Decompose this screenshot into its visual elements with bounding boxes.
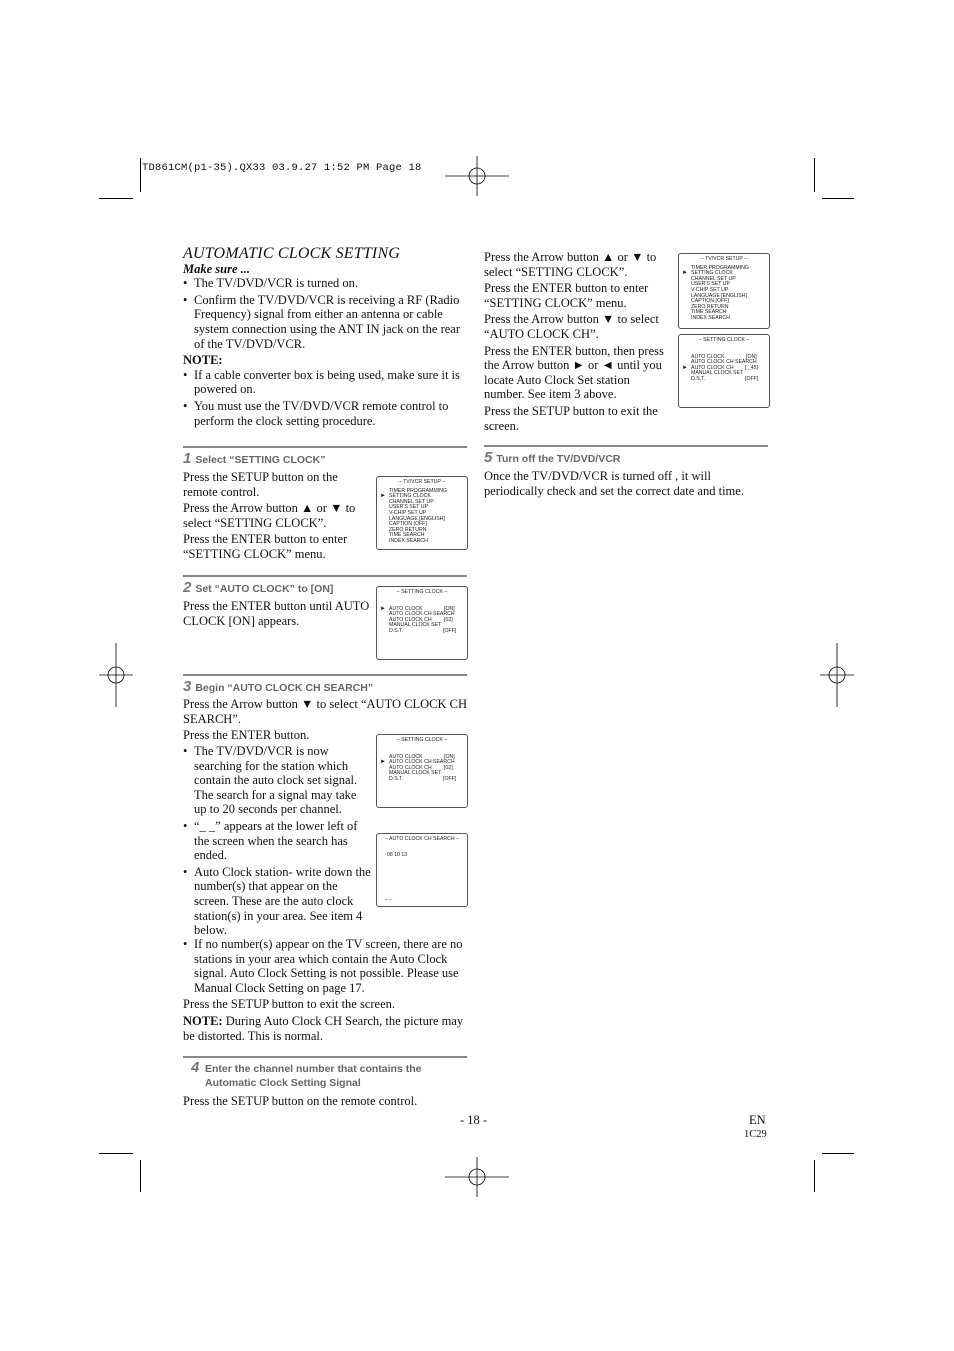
registration-mark-right — [820, 643, 854, 707]
step-title: Enter the channel number that contains the — [205, 1063, 422, 1075]
menu-item: AUTO CLOCK [ON] — [389, 753, 455, 760]
cursor-arrow-icon: ► — [682, 364, 688, 371]
step-number: 2 — [183, 579, 192, 596]
note-item: • If a cable converter box is being used, make sure it is powered on. — [183, 368, 468, 397]
step-number: 1 — [183, 450, 192, 467]
paragraph: Once the TV/DVD/VCR is turned off , it will periodically check and set the correct date and time. — [484, 469, 744, 498]
page-number: - 18 - — [460, 1113, 488, 1127]
menu-item: INDEX SEARCH — [389, 537, 428, 544]
step-title: Select “SETTING CLOCK” — [195, 454, 326, 466]
screen-title: – TV/VCR SETUP – — [700, 256, 748, 262]
make-sure-item: • The TV/DVD/VCR is turned on. — [183, 276, 468, 291]
left-column-intro — [183, 247, 468, 430]
cursor-arrow-icon: ► — [380, 605, 386, 612]
right-column-steps — [484, 250, 672, 435]
make-sure-item: • Confirm the TV/DVD/VCR is receiving a RF (Radio Frequency) signal from either an antenna or cable system connection using the ANT IN jack on the rear of the TV/DVD/VCR. — [183, 293, 468, 351]
menu-item: CHANNEL SET UP — [691, 275, 736, 282]
menu-item: TIME SEARCH — [691, 309, 727, 316]
menu-item: USER'S SET UP — [389, 504, 428, 511]
menu-item: D.S.T. [OFF] — [389, 627, 457, 634]
tv-screen-setup-menu-right — [678, 253, 770, 329]
menu-item: LANGUAGE [ENGLISH] — [389, 515, 445, 522]
setting-value: [ON] — [444, 753, 455, 760]
paragraph: Press the Arrow button ▲ or ▼ to select “SETTING CLOCK”. — [484, 250, 657, 279]
note-paragraph: NOTE: During Auto Clock CH Search, the picture may be distorted. This is normal. — [183, 1013, 464, 1043]
language-tag: EN — [749, 1113, 766, 1127]
make-sure-heading: Make sure ... — [183, 261, 251, 276]
search-ended-indicator: _ _ — [385, 895, 393, 902]
paragraph: Press the SETUP button to exit the screen. — [183, 997, 396, 1012]
cursor-arrow-icon: ► — [380, 759, 386, 766]
screen-title: – TV/VCR SETUP – — [398, 479, 446, 485]
setting-value: [ON] — [444, 605, 455, 612]
note-item: • You must use the TV/DVD/VCR remote control to perform the clock setting procedure. — [183, 399, 468, 428]
menu-item: CAPTION [OFF] — [389, 521, 427, 528]
file-slug: TD861CM(p1-35).QX33 03.9.27 1:52 PM Page 18 — [142, 162, 422, 174]
bullet-item: • The TV/DVD/VCR is now searching for the station which contain the auto clock set signal. The search for a signal may take up to 20 seconds per channel. — [183, 744, 371, 817]
setting-value: [02] — [444, 616, 453, 623]
tv-screen-setting-clock-auto-on — [376, 586, 468, 660]
menu-item: INDEX SEARCH — [691, 314, 730, 321]
paragraph: Press the ENTER button to enter “SETTING CLOCK” menu. — [183, 532, 348, 561]
menu-item: AUTO CLOCK CH [02] — [389, 616, 453, 623]
tv-screen-auto-clock-ch-search — [376, 833, 468, 907]
menu-item: ZERO RETURN — [691, 303, 729, 310]
step-3-bullets-narrow — [183, 744, 371, 940]
menu-item: AUTO CLOCK [ON] — [691, 353, 757, 360]
bullet-item: • Auto Clock station- write down the number(s) that appear on the screen. These are the auto clock station(s) in your area. See item 4 below. — [183, 865, 371, 938]
cursor-arrow-icon: ► — [380, 493, 386, 500]
registration-mark-left — [99, 643, 133, 707]
step-3-body-bottom — [183, 937, 467, 1045]
menu-item: AUTO CLOCK CH [02] — [389, 764, 453, 771]
menu-item-selected: ► AUTO CLOCK [ON] — [380, 605, 455, 612]
note-heading: NOTE: — [183, 353, 223, 368]
menu-item-selected: ► SETTING CLOCK — [380, 493, 431, 500]
menu-item: AUTO CLOCK CH SEARCH — [691, 359, 757, 366]
step-number: 4 — [191, 1059, 200, 1076]
menu-item: AUTO CLOCK CH SEARCH — [389, 611, 455, 618]
menu-item: V-CHIP SET UP — [691, 286, 729, 293]
menu-item: TIMER PROGRAMMING — [691, 264, 749, 271]
menu-item-selected: ► SETTING CLOCK — [682, 270, 733, 277]
paragraph: Press the SETUP button on the remote control. — [183, 470, 338, 499]
menu-item: D.S.T. [OFF] — [389, 775, 457, 782]
setting-value: [OFF] — [745, 375, 759, 382]
registration-mark-top — [445, 156, 509, 196]
menu-item: TIME SEARCH — [389, 532, 425, 539]
registration-mark-bottom — [445, 1157, 509, 1197]
setting-value: [ON] — [746, 353, 757, 360]
step-4-body — [183, 1094, 467, 1111]
menu-item: CHANNEL SET UP — [389, 498, 434, 505]
screen-title: – SETTING CLOCK – — [396, 589, 448, 595]
menu-item: D.S.T. [OFF] — [691, 375, 759, 382]
paragraph: Press the Arrow button ▼ to select “AUTO CLOCK CH SEARCH”. — [183, 697, 467, 726]
menu-item: TIMER PROGRAMMING — [389, 487, 447, 494]
screen-title: – AUTO CLOCK CH SEARCH – — [385, 836, 459, 842]
screen-title: – SETTING CLOCK – — [698, 337, 750, 343]
tv-screen-setting-clock-search — [376, 734, 468, 808]
menu-item: MANUAL CLOCK SET — [691, 370, 744, 377]
paragraph: Press the Arrow button ▼ to select “AUTO CLOCK CH”. — [484, 312, 659, 341]
paragraph: Press the ENTER button until AUTO CLOCK [ON] appears. — [183, 599, 370, 628]
menu-item: USER'S SET UP — [691, 281, 730, 288]
step-2-body — [183, 599, 373, 630]
cursor-arrow-icon: ► — [682, 270, 688, 277]
paragraph: Press the ENTER button. — [183, 728, 310, 743]
paragraph: Press the SETUP button to exit the screen. — [484, 403, 658, 433]
menu-item: LANGUAGE [ENGLISH] — [691, 292, 747, 299]
setting-value: [OFF] — [443, 627, 457, 634]
menu-item-selected: ► AUTO CLOCK CH SEARCH — [380, 759, 455, 766]
setting-value: [02] — [444, 764, 453, 771]
step-5 — [484, 445, 768, 466]
menu-item: ZERO RETURN — [389, 526, 427, 533]
menu-item: MANUAL CLOCK SET — [389, 770, 442, 777]
paragraph: Press the ENTER button, then press the Arrow button ► or ◄ until you locate Auto Clock Set station number. See item 3 above. — [484, 343, 664, 402]
bullet-item: • If no number(s) appear on the TV screen, there are no stations in your area which contain the Auto Clock signal. Auto Clock Setting is not possible. Please use Manual Clock Setting on page 17. — [183, 937, 467, 995]
setting-value: [OFF] — [443, 775, 457, 782]
step-1 — [183, 446, 467, 467]
step-3 — [183, 674, 467, 695]
page-title: AUTOMATIC CLOCK SETTING — [183, 245, 401, 262]
step-title: Turn off the TV/DVD/VCR — [496, 453, 621, 465]
paragraph: Press the Arrow button ▲ or ▼ to select “SETTING CLOCK”. — [183, 501, 356, 530]
paragraph: Press the ENTER button to enter “SETTING CLOCK” menu. — [484, 281, 649, 310]
step-number: 5 — [484, 449, 493, 466]
step-number: 3 — [183, 678, 192, 695]
found-channels: 08 10 13 — [387, 851, 408, 858]
menu-item-selected: ► AUTO CLOCK CH [ _45] — [682, 364, 758, 371]
tv-screen-setup-menu — [376, 476, 468, 550]
step-1-body — [183, 470, 373, 564]
menu-item: V-CHIP SET UP — [389, 509, 427, 516]
screen-title: – SETTING CLOCK – — [396, 737, 448, 743]
step-title-line2: Automatic Clock Setting Signal — [205, 1077, 361, 1089]
tv-screen-setting-clock-ch — [678, 334, 770, 408]
setting-value: [ _45] — [745, 364, 758, 371]
step-title: Begin “AUTO CLOCK CH SEARCH” — [195, 682, 374, 694]
step-5-body — [484, 469, 770, 500]
step-4 — [183, 1056, 467, 1090]
bullet-item: • “_ _” appears at the lower left of the screen when the search has ended. — [183, 819, 371, 863]
menu-item: MANUAL CLOCK SET — [389, 622, 442, 629]
step-title: Set “AUTO CLOCK” to [ON] — [195, 583, 334, 595]
menu-item: CAPTION [OFF] — [691, 298, 729, 305]
paragraph: Press the SETUP button on the remote control. — [183, 1094, 418, 1108]
print-code: 1C29 — [744, 1129, 767, 1140]
